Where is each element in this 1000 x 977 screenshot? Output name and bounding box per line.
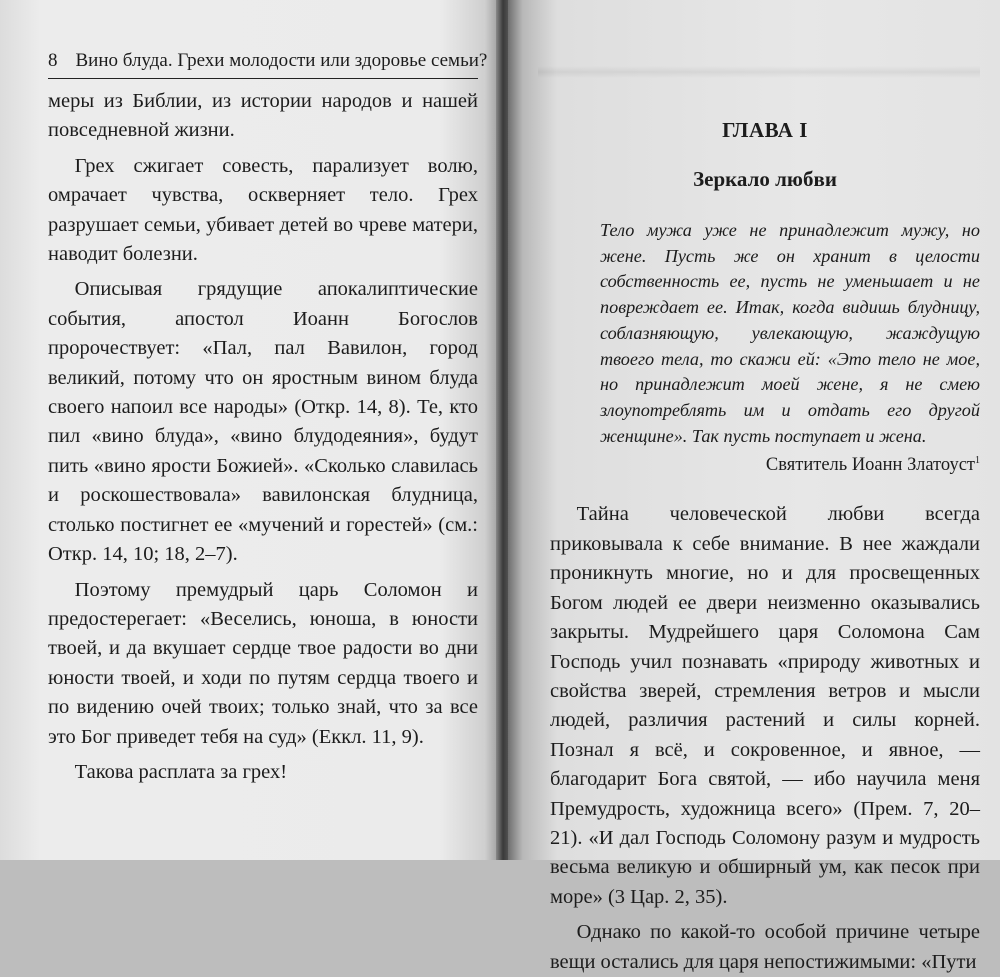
paragraph: Описывая грядущие апокалиптические события, апостол Иоанн Богослов пророчествует: «Пал, пал Вавилон, город великий, потому что он яростным вином блуда своего напоил все народы» (Откр. 14, 8). Те, кто пил «вино блуда», «вино блудодеяния», будут пить «вино ярости Божией». «Сколько славилась и роскошествовала» вавилонская блудница, столько постигнет ее «мучений и горестей» (см.: Откр. 14, 10; 18, 2–7). bbox=[48, 278, 478, 566]
right-page-text bbox=[550, 500, 980, 977]
running-head bbox=[48, 50, 488, 79]
paragraph: Поэтому премудрый царь Соломон и предостерегает: «Веселись, юноша, в юности твоей, и да вкушает сердце твое радости во дни юности твоей, и ходи по путям сердца твоего и по видению очей твоих; только знай, что за все это Бог приведет тебя на суд» (Еккл. 11, 9). bbox=[48, 578, 478, 748]
paragraph: меры из Библии, из истории народов и нашей повседневной жизни. bbox=[48, 90, 478, 142]
left-page-text bbox=[48, 87, 478, 787]
bleed-through-shadow bbox=[538, 66, 980, 78]
footnote-mark: 1 bbox=[975, 455, 980, 467]
attribution-author: Святитель Иоанн Златоуст bbox=[765, 455, 975, 476]
paragraph: Тайна человеческой любви всегда приковывала к себе внимание. В нее жаждали проникнуть многие, но и для просвещенных Богом людей ее двери неизменно оказывались закрыты. Мудрейшего царя Соломона Сам Господь учил познавать «природу животных и свойства зверей, стремления ветров и мысли людей, различия растений и силы корней. Познал я всё, и сокровенное, и явное, — благодарит Бога святой, — ибо научила меня Премудрость, художница всего» (Прем. 7, 20–21). «И дал Господь Соломону разум и мудрость весьма великую и обширный ум, как песок при море» (3 Цар. 2, 35). bbox=[550, 503, 980, 908]
running-head-title: Вино блуда. Грехи молодости или здоровье семьи? bbox=[75, 50, 488, 71]
chapter-heading: ГЛАВА I bbox=[722, 118, 808, 142]
paragraph: Грех сжигает совесть, парализует волю, омрачает чувства, оскверняет тело. Грех разрушает семьи, убивает детей во чреве матери, наводит болезни. bbox=[48, 154, 478, 266]
paragraph: Однако по какой-то особой причине четыре вещи остались для царя непостижимыми: «Пути bbox=[550, 921, 980, 973]
epigraph: Тело мужа уже не принадлежит мужу, но жене. Пусть же он хранит в целости собственность ее, пусть не уменьшает и не повреждает ее. Итак, когда видишь блудницу, соблазняющую, увлекающую, жаждущую твоего тела, то скажи ей: «Это тело не мое, но принадлежит моей жене, я не смею злоупотреблять им и отдать его другой женщине». Так пусть поступает и жена. bbox=[600, 220, 980, 446]
chapter-title: Зеркало любви bbox=[693, 167, 837, 191]
epigraph-attribution bbox=[550, 455, 980, 476]
paragraph: Такова расплата за грех! bbox=[74, 760, 288, 783]
right-page bbox=[508, 0, 1000, 973]
page-number: 8 bbox=[48, 50, 58, 71]
left-page bbox=[0, 0, 500, 860]
